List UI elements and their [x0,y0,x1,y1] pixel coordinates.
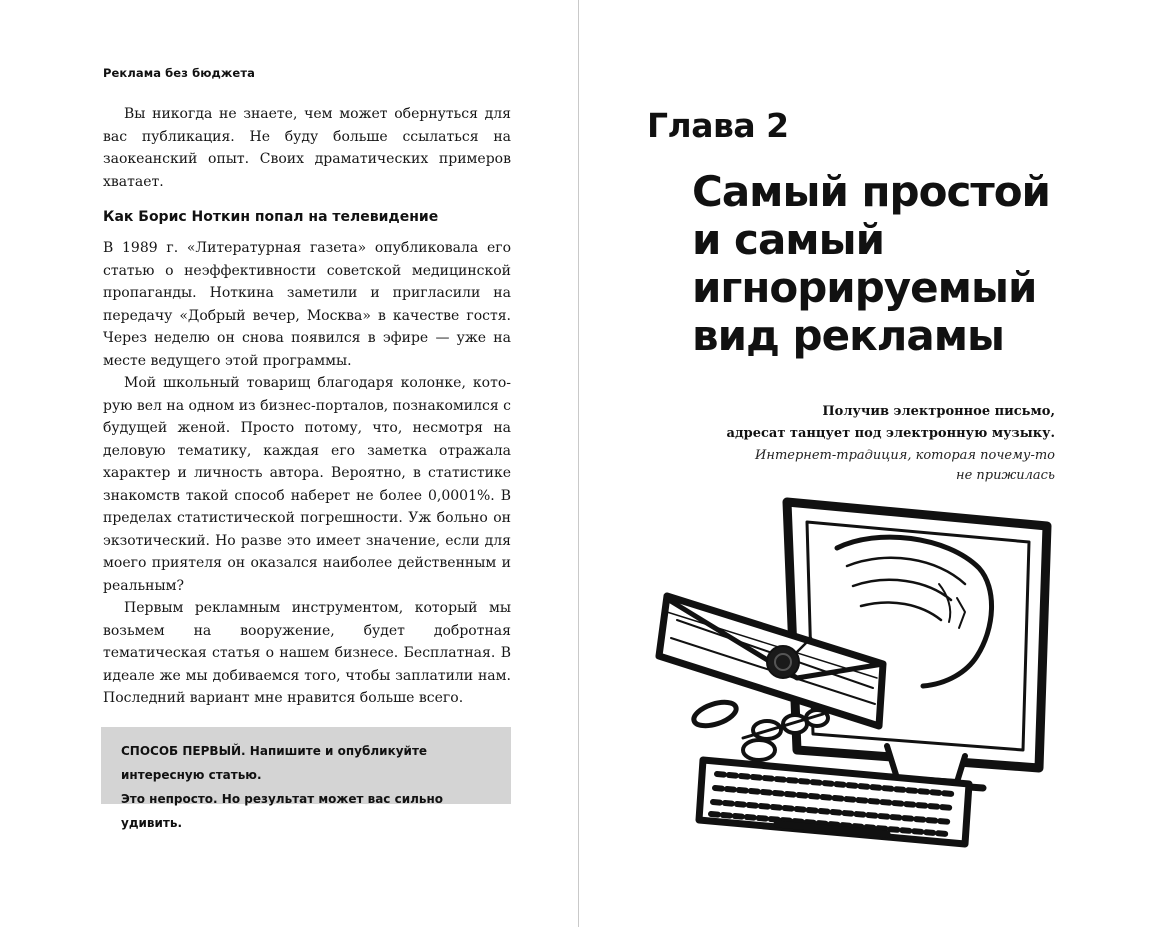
chapter-title-line: Самый простой [692,167,1050,216]
callout-label: СПОСОБ ПЕРВЫЙ. [121,744,246,758]
page-gutter [578,0,579,927]
callout-text-2: Это непросто. Но результат может вас сильно удивить. [121,792,444,830]
body-paragraph-2: В 1989 г. «Литературная газета» опубликовала его статью о неэффективности советской медицинской пропаганды. Ноткина заметили и пригласили на передачу «Добрый вечер, Москва» в качестве гостя. Через неделю он снова появился в эфире — уже на месте ведущего этой программы. [103,240,511,369]
computer-letter-illustration-icon [647,488,1067,858]
running-head: Реклама без бюджета [103,66,255,80]
section-subheading: Как Борис Ноткин попал на телевидение [103,209,439,225]
chapter-title-line: игнорируемый [692,263,1037,312]
chapter-title-line: и самый [692,215,885,264]
epigraph [675,401,1055,486]
epigraph-quote-line: адресат танцует под электронную музыку. [726,426,1055,441]
epigraph-quote-line: Получив электронное письмо, [822,404,1055,419]
callout-text-1: Напишите и опубликуйте интересную статью. [121,744,428,782]
chapter-title-line: вид рекламы [692,311,1005,360]
right-page [580,0,1157,927]
epigraph-source-line: Интернет-традиция, которая почему-то [755,448,1055,463]
body-paragraph-3: Мой школьный товарищ благодаря колонке, которую вел на одном из бизнес-порталов, познакомился с будущей женой. Просто потому, что, несмотря на деловую тематику, каждая его заметка отражала характер и личность автора. Вероятно, в статистике знакомств такой способ наберет не более 0,0001%. В пределах статистической погрешности. Уж больно он экзотический. Но разве это имеет значение, если для моего приятеля он оказался наиболее действенным и реальным? [103,375,511,594]
body-paragraph-4: Первым рекламным инструментом, который мы возьмем на вооружение, будет добротная тематическая статья о нашем бизнесе. Бесплатная. В идеале же мы добиваемся того, чтобы заплатили нам. Последний вариант мне нравится больше всего. [103,600,511,706]
epigraph-source [675,446,1055,486]
body-paragraph-1: Вы никогда не знаете, чем может обернуться для вас публикация. Не буду больше ссылаться на заокеанский опыт. Своих драматических примеров хватает. [103,106,511,190]
chapter-title [692,168,1132,360]
epigraph-source-line: не прижилась [956,468,1055,483]
chapter-label: Глава 2 [647,106,789,145]
callout-line-1 [121,739,491,787]
epigraph-quote [675,401,1055,445]
callout-box [101,727,511,830]
